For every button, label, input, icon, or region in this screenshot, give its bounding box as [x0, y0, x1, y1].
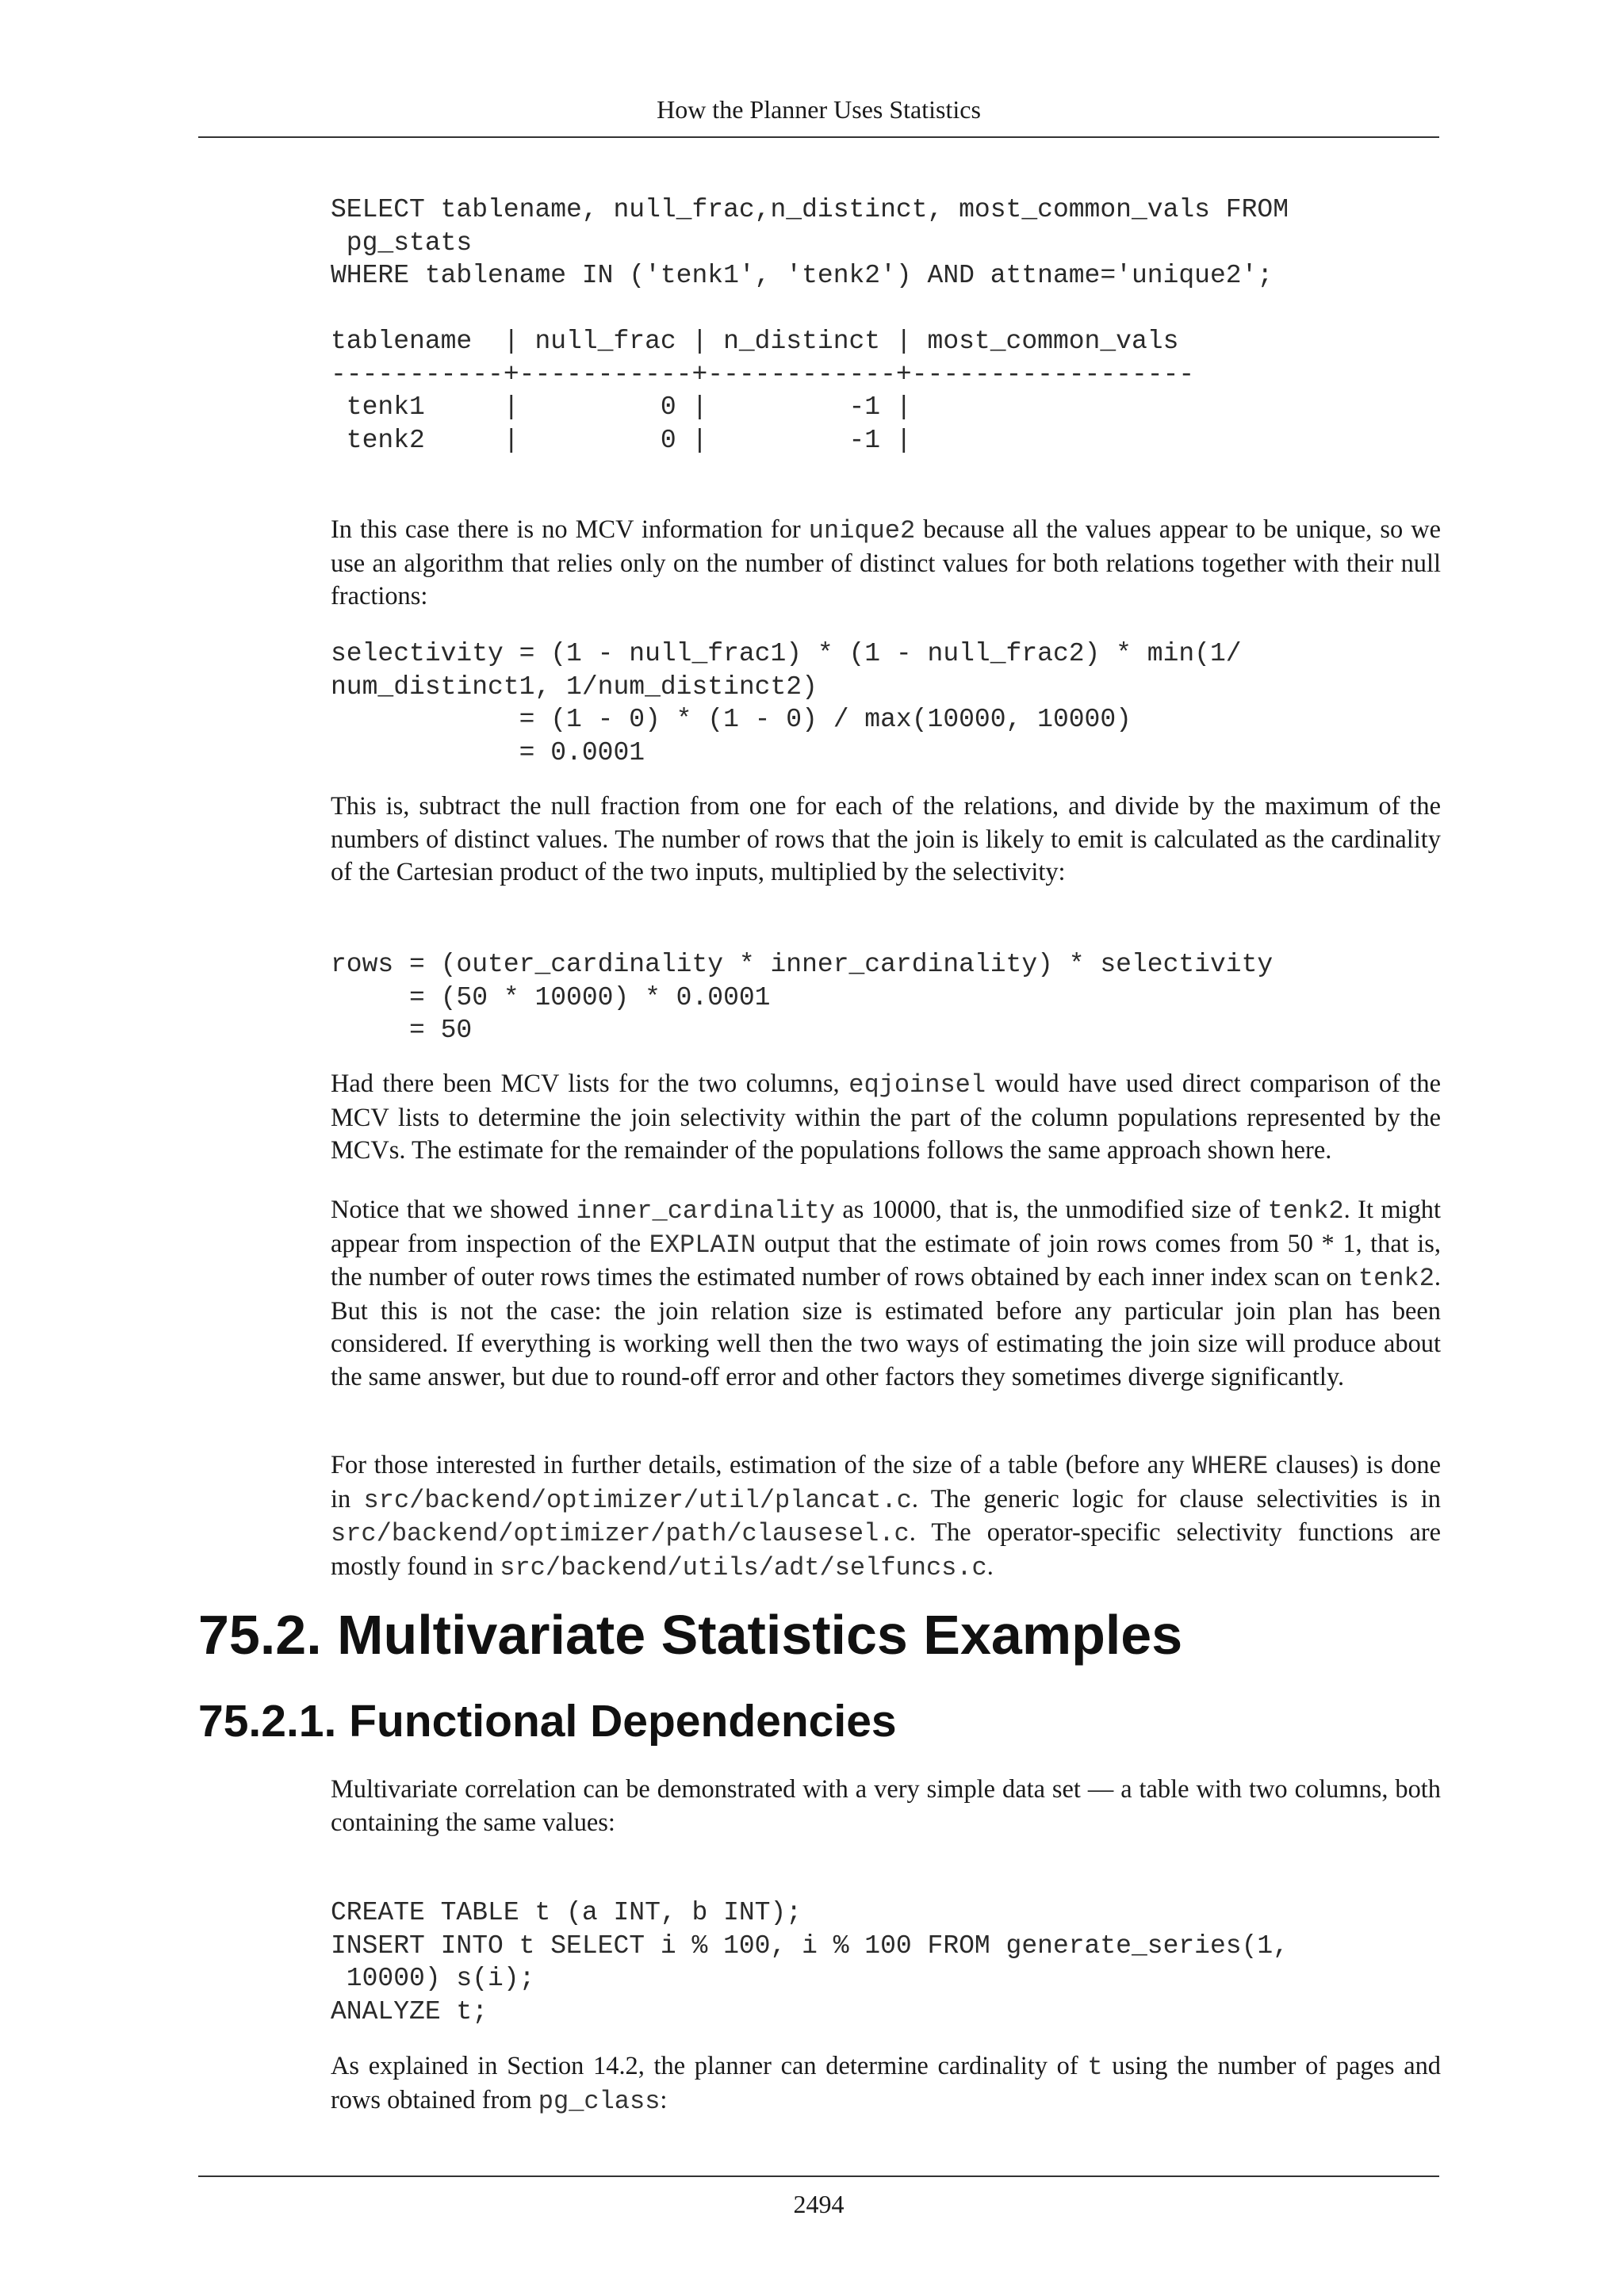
paragraph-no-mcv: In this case there is no MCV information for unique2 because all the values appear to be unique, so we use an algorithm that relies only on the number of distinct values for both relations together with their null fractions: [331, 515, 1441, 610]
code-block-create-table: CREATE TABLE t (a INT, b INT); INSERT INTO t SELECT i % 100, i % 100 FROM generate_series(1, 10000) s(i); ANALYZE t; [331, 1898, 1289, 2026]
paragraph-subtract-null: This is, subtract the null fraction from one for each of the relations, and divide by the maximum of the numbers of distinct values. The number of rows that the join is likely to emit is calculated as the cardinality of the Cartesian product of the two inputs, multiplied by the selectivity: [331, 792, 1441, 886]
code-block-rows: rows = (outer_cardinality * inner_cardinality) * selectivity = (50 * 10000) * 0.0001 = 50 [331, 950, 1274, 1045]
inline-code: eqjoinsel [848, 1070, 986, 1100]
code-block-selectivity: selectivity = (1 - null_frac1) * (1 - null_frac2) * min(1/ num_distinct1, 1/num_distinct2) = (1 - 0) * (1 - 0) / max(10000, 10000) = 0.0001 [331, 639, 1242, 767]
paragraph-mcv-lists: Had there been MCV lists for the two columns, eqjoinsel would have used direct comparison of the MCV lists to determine the join selectivity within the part of the column populations represented by the MCVs. The estimate for the remainder of the populations follows the same approach shown here. [331, 1070, 1441, 1165]
running-header: How the Planner Uses Statistics [657, 95, 981, 124]
inline-code: EXPLAIN [649, 1230, 756, 1260]
inline-code: tenk2 [1267, 1196, 1344, 1226]
header-rule [198, 136, 1439, 138]
paragraph-inner-cardinality: Notice that we showed inner_cardinality as 10000, that is, the unmodified size of tenk2. It might appear from inspection of the EXPLAIN output that the estimate of join rows comes from 50 * 1, that is, the number of outer rows times the estimated number of rows obtained by each inner index scan on tenk2. But this is not the case: the join relation size is estimated before any particular join plan has been considered. If everything is working well then the two ways of estimating the join size will produce about the same answer, but due to round-off error and other factors they sometimes diverge significantly. [331, 1196, 1442, 1391]
subsection-heading: 75.2.1. Functional Dependencies [198, 1696, 897, 1747]
inline-code: inner_cardinality [576, 1196, 835, 1226]
inline-code: tenk2 [1358, 1264, 1434, 1293]
page-number: 2494 [793, 2190, 845, 2218]
paragraph-multivariate-correlation: Multivariate correlation can be demonstrated with a very simple data set — a table with two columns, both containing the same values: [331, 1775, 1441, 1837]
inline-code: src/backend/optimizer/path/clausesel.c [331, 1519, 910, 1548]
code-block-pg-stats-query: SELECT tablename, null_frac,n_distinct, most_common_vals FROM pg_stats WHERE tablename IN ('tenk1', 'tenk2') AND attname='unique2'; tablename | null_frac | n_distinct | most_common_vals -----------+-----------+------------+------------------ tenk1 | 0 | -1 | tenk2 | 0 | -1 | [331, 195, 1289, 455]
inline-code: pg_class [538, 2086, 661, 2116]
paragraph-section-14-2: As explained in Section 14.2, the planner can determine cardinality of t using the number of pages and rows obtained from pg_class: [331, 2052, 1441, 2116]
inline-code: src/backend/utils/adt/selfuncs.c [500, 1552, 987, 1582]
section-heading: 75.2. Multivariate Statistics Examples [198, 1604, 1183, 1666]
inline-code: src/backend/optimizer/util/plancat.c [363, 1485, 912, 1515]
inline-code: unique2 [808, 516, 916, 545]
paragraph-further-details: For those interested in further details, estimation of the size of a table (before any WHERE clauses) is done in src/backend/optimizer/util/plancat.c. The generic logic for clause selectivities is in src/backend/optimizer/path/clausesel.c. The operator-specific selectivity functions are mostly found in src/backend/utils/adt/selfuncs.c. [331, 1451, 1441, 1582]
footer-rule [198, 2175, 1439, 2177]
inline-code: WHERE [1192, 1452, 1269, 1481]
inline-code: t [1087, 2053, 1103, 2082]
